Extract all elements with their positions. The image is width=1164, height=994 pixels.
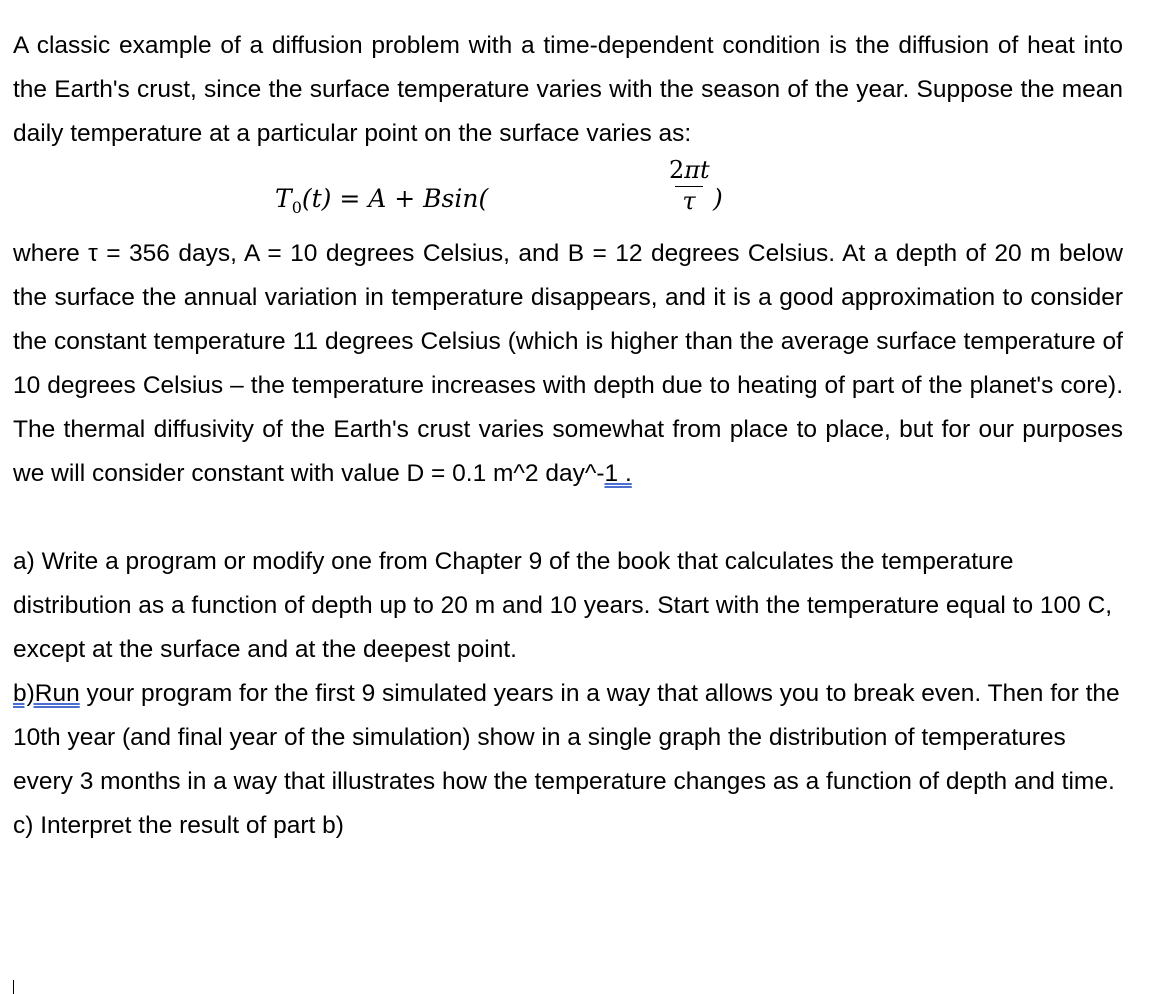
question-a: a) Write a program or modify one from Chapter 9 of the book that calculates the temperature distribution as a function of depth up to 20 m and 10 years. Start with the temperature equal to 100 C, except at the surface and at the deepest point. [13,548,1113,663]
fraction-numerator: 2πt [669,156,710,184]
description-text: where τ = 356 days, A = 10 degrees Celsius, and B = 12 degrees Celsius. At a depth of 20 m below the surface the annual variation in temperature disappears, and it is a good approximation to consider the constant temperature 11 degrees Celsius (which is higher than the average surface temperature of 10 degrees Celsius – the temperature increases with depth due to heating of part of the planet's core). The thermal diffusivity of the Earth's crust varies somewhat from place to place, but for our purposes we will consider constant with value D = 0.1 m^2 day^- [13,240,1123,487]
question-c: c) Interpret the result of part b) [13,812,344,839]
intro-paragraph: A classic example of a diffusion problem with a time-dependent condition is the diffusion of heat into the Earth's crust, since the surface temperature varies with the season of the year. Suppose the mean daily temperature at a particular point on the surface varies as: [13,32,1123,147]
description-paragraph [13,232,1123,496]
description-underlined-tail: 1 . [604,460,632,487]
equation-close-paren: ) [713,184,723,213]
question-b-text: your program for the first 9 simulated years in a way that allows you to break even. Then for the 10th year (and final year of the simulation) show in a single graph the distribution of temperatures every 3 months in a way that illustrates how the temperature changes as a function of depth and time. [13,680,1120,795]
question-b-prefix: b)Run [13,680,80,707]
equation-fraction [669,156,709,215]
document-body [13,24,1123,848]
equation-lhs [275,184,489,217]
equation-argument: (t) = A + Bsin( [301,184,489,213]
paragraph-gap [13,496,1123,540]
fraction-denominator: τ [682,187,696,215]
equation-subscript: 0 [291,198,302,217]
equation-symbol-t: T [275,184,292,213]
question-b [13,672,1123,804]
text-cursor [13,980,14,994]
temperature-equation [13,156,1123,232]
